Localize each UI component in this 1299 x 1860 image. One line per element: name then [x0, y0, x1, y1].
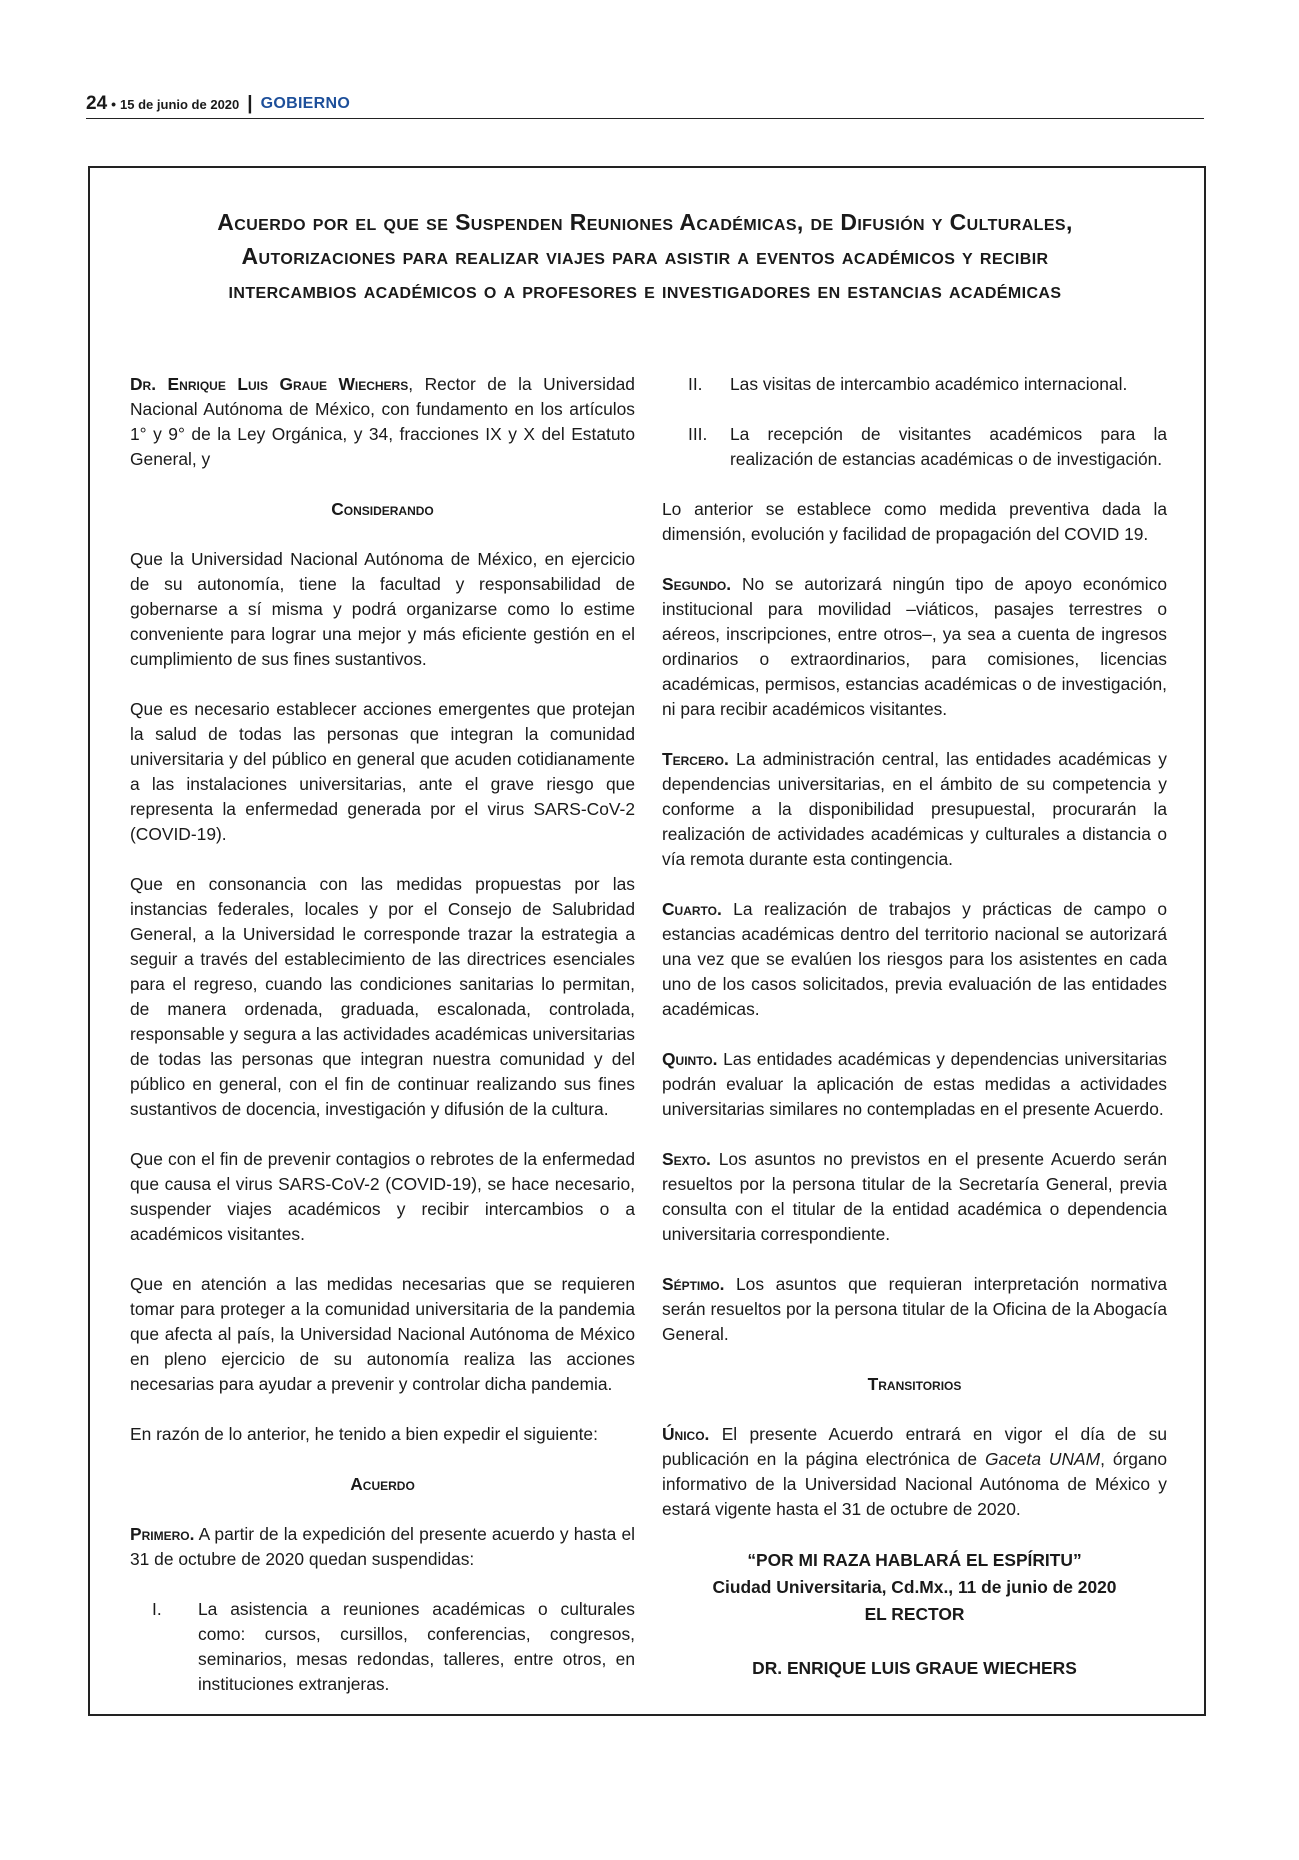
- list-item-number: III.: [688, 424, 708, 444]
- section-name: GOBIERNO: [260, 95, 351, 112]
- considerando-paragraph-4: Que con el fin de prevenir contagios o rebrotes de la enfermedad que causa el virus SARS-CoV-2 (COVID-19), se hace necesario, suspender viajes académicos y recibir intercambios o a académicos visitantes.: [130, 1149, 635, 1244]
- intro-paragraph: [130, 372, 635, 472]
- list-item-number: II.: [688, 374, 703, 394]
- septimo-label: Séptimo.: [662, 1274, 725, 1294]
- list-item-text: La asistencia a reuniones académicas o culturales como: cursos, cursillos, conferencias, congresos, seminarios, mesas redondas, talleres, entre otros, en instituciones extranjeras.: [198, 1599, 635, 1694]
- cuarto-paragraph: [662, 897, 1167, 1022]
- intro-text: , Rector de la Universidad Nacional Autónoma de México, con fundamento en los artículos 1° y 9° de la Ley Orgánica, y 34, fracciones IX y X del Estatuto General, y: [130, 374, 635, 469]
- list-item: [130, 1597, 635, 1697]
- place-and-date: Ciudad Universitaria, Cd.Mx., 11 de junio de 2020: [712, 1577, 1117, 1597]
- considerando-heading: Considerando: [331, 499, 434, 519]
- quinto-label: Quinto.: [662, 1049, 718, 1069]
- segundo-paragraph: [662, 572, 1167, 722]
- sexto-label: Sexto.: [662, 1149, 711, 1169]
- septimo-text: Los asuntos que requieran interpretación normativa serán resueltos por la persona titular de la Oficina de la Abogacía General.: [662, 1274, 1167, 1344]
- list-item-text: Las visitas de intercambio académico internacional.: [730, 374, 1128, 394]
- tercero-paragraph: [662, 747, 1167, 872]
- considerando-paragraph-2: Que es necesario establecer acciones emergentes que protejan la salud de todas las personas que integran la comunidad universitaria y del público en general que acuden cotidianamente a las instalaciones universitarias, ante el grave riesgo que representa la enfermedad generada por el virus SARS-CoV-2 (COVID-19).: [130, 699, 635, 844]
- gaceta-unam-title: Gaceta UNAM: [984, 1449, 1101, 1469]
- considerando-paragraph-6: En razón de lo anterior, he tenido a bien expedir el siguiente:: [130, 1424, 598, 1444]
- rector-name: Dr. Enrique Luis Graue Wiechers: [130, 374, 409, 394]
- segundo-label: Segundo.: [662, 574, 732, 594]
- list-item: [662, 372, 1167, 397]
- unico-paragraph: [662, 1422, 1167, 1522]
- sexto-paragraph: [662, 1147, 1167, 1247]
- tercero-text: La administración central, las entidades académicas y dependencias universitarias, en el ámbito de su competencia y conforme a la disponibilidad presupuestal, procurarán la realización de actividades académicas y culturales a distancia o vía remota durante esta contingencia.: [662, 749, 1167, 869]
- primero-label: Primero.: [130, 1524, 195, 1544]
- list-item-text: La recepción de visitantes académicos para la realización de estancias académicas o de investigación.: [730, 424, 1167, 469]
- considerando-paragraph-1: Que la Universidad Nacional Autónoma de México, en ejercicio de su autonomía, tiene la facultad y responsabilidad de gobernarse a sí misma y podrá organizarse como lo estime conveniente para lograr una mejor y más eficiente gestión en el cumplimiento de sus fines sustantivos.: [130, 549, 635, 669]
- signature-block: [662, 1547, 1167, 1682]
- right-column: [662, 372, 1167, 1682]
- motto: “POR MI RAZA HABLARÁ EL ESPÍRITU”: [747, 1550, 1082, 1570]
- title-line-1: Acuerdo por el que se Suspenden Reuniones Académicas, de Difusión y Culturales,: [217, 209, 1073, 235]
- preventive-measure-paragraph: Lo anterior se establece como medida preventiva dada la dimensión, evolución y facilidad de propagación del COVID 19.: [662, 499, 1167, 544]
- segundo-text: No se autorizará ningún tipo de apoyo económico institucional para movilidad –viáticos, pasajes terrestres o aéreos, inscripciones, entre otros–, ya sea a cuenta de ingresos ordinarios o extraordinarios, para comisiones, licencias académicas, permisos, estancias académicas o de investigación, ni para recibir académicos visitantes.: [662, 574, 1167, 719]
- signer-name: DR. ENRIQUE LUIS GRAUE WIECHERS: [752, 1658, 1077, 1678]
- acuerdo-heading: Acuerdo: [350, 1474, 415, 1494]
- unico-text-end: , órgano informativo de la Universidad Nacional Autónoma de México y estará vigente hasta el 31 de octubre de 2020.: [662, 1449, 1167, 1519]
- tercero-label: Tercero.: [662, 749, 729, 769]
- sexto-text: Los asuntos no previstos en el presente Acuerdo serán resueltos por la persona titular de la Secretaría General, previa consulta con el titular de la entidad académica o dependencia universitaria correspondiente.: [662, 1149, 1167, 1244]
- transitorios-heading: Transitorios: [867, 1374, 962, 1394]
- issue-date: 15 de junio de 2020: [120, 96, 240, 112]
- bullet-separator: •: [111, 96, 117, 112]
- document-title: [130, 205, 1160, 307]
- septimo-paragraph: [662, 1272, 1167, 1347]
- list-item-number: I.: [152, 1599, 162, 1619]
- quinto-text: Las entidades académicas y dependencias universitarias podrán evaluar la aplicación de estas medidas a actividades universitarias similares no contempladas en el presente Acuerdo.: [662, 1049, 1167, 1119]
- title-line-2: Autorizaciones para realizar viajes para asistir a eventos académicos y recibir: [241, 243, 1049, 269]
- unico-text-start: El presente Acuerdo entrará en vigor el día de su publicación en la página electrónica de: [662, 1424, 1167, 1469]
- primero-paragraph: [130, 1522, 635, 1572]
- title-line-3: intercambios académicos o a profesores e investigadores en estancias académicas: [228, 277, 1062, 303]
- bar-separator: |: [247, 93, 253, 114]
- cuarto-label: Cuarto.: [662, 899, 722, 919]
- unico-label: Único.: [662, 1424, 710, 1444]
- page-header: [86, 90, 1204, 119]
- primero-text: A partir de la expedición del presente acuerdo y hasta el 31 de octubre de 2020 quedan suspendidas:: [130, 1524, 635, 1569]
- signer-role: EL RECTOR: [864, 1604, 965, 1624]
- quinto-paragraph: [662, 1047, 1167, 1122]
- considerando-paragraph-5: Que en atención a las medidas necesarias que se requieren tomar para proteger a la comunidad universitaria de la pandemia que afecta al país, la Universidad Nacional Autónoma de México en pleno ejercicio de su autonomía realiza las acciones necesarias para ayudar a prevenir y controlar dicha pandemia.: [130, 1274, 635, 1394]
- list-item: [662, 422, 1167, 472]
- page-number: 24: [86, 93, 108, 114]
- left-column: [130, 372, 635, 1722]
- considerando-paragraph-3: Que en consonancia con las medidas propuestas por las instancias federales, locales y por el Consejo de Salubridad General, a la Universidad le corresponde trazar la estrategia a seguir a través del establecimiento de las directrices esenciales para el regreso, cuando las condiciones sanitarias lo permitan, de manera ordenada, graduada, escalonada, controlada, responsable y segura a las actividades académicas universitarias de todas las personas que integran nuestra comunidad y del público en general, con el fin de continuar realizando sus fines sustantivos de docencia, investigación y difusión de la cultura.: [130, 874, 635, 1119]
- cuarto-text: La realización de trabajos y prácticas de campo o estancias académicas dentro del territorio nacional se autorizará una vez que se evalúen los riesgos para los asistentes en cada uno de los casos solicitados, previa evaluación de las entidades académicas.: [662, 899, 1167, 1019]
